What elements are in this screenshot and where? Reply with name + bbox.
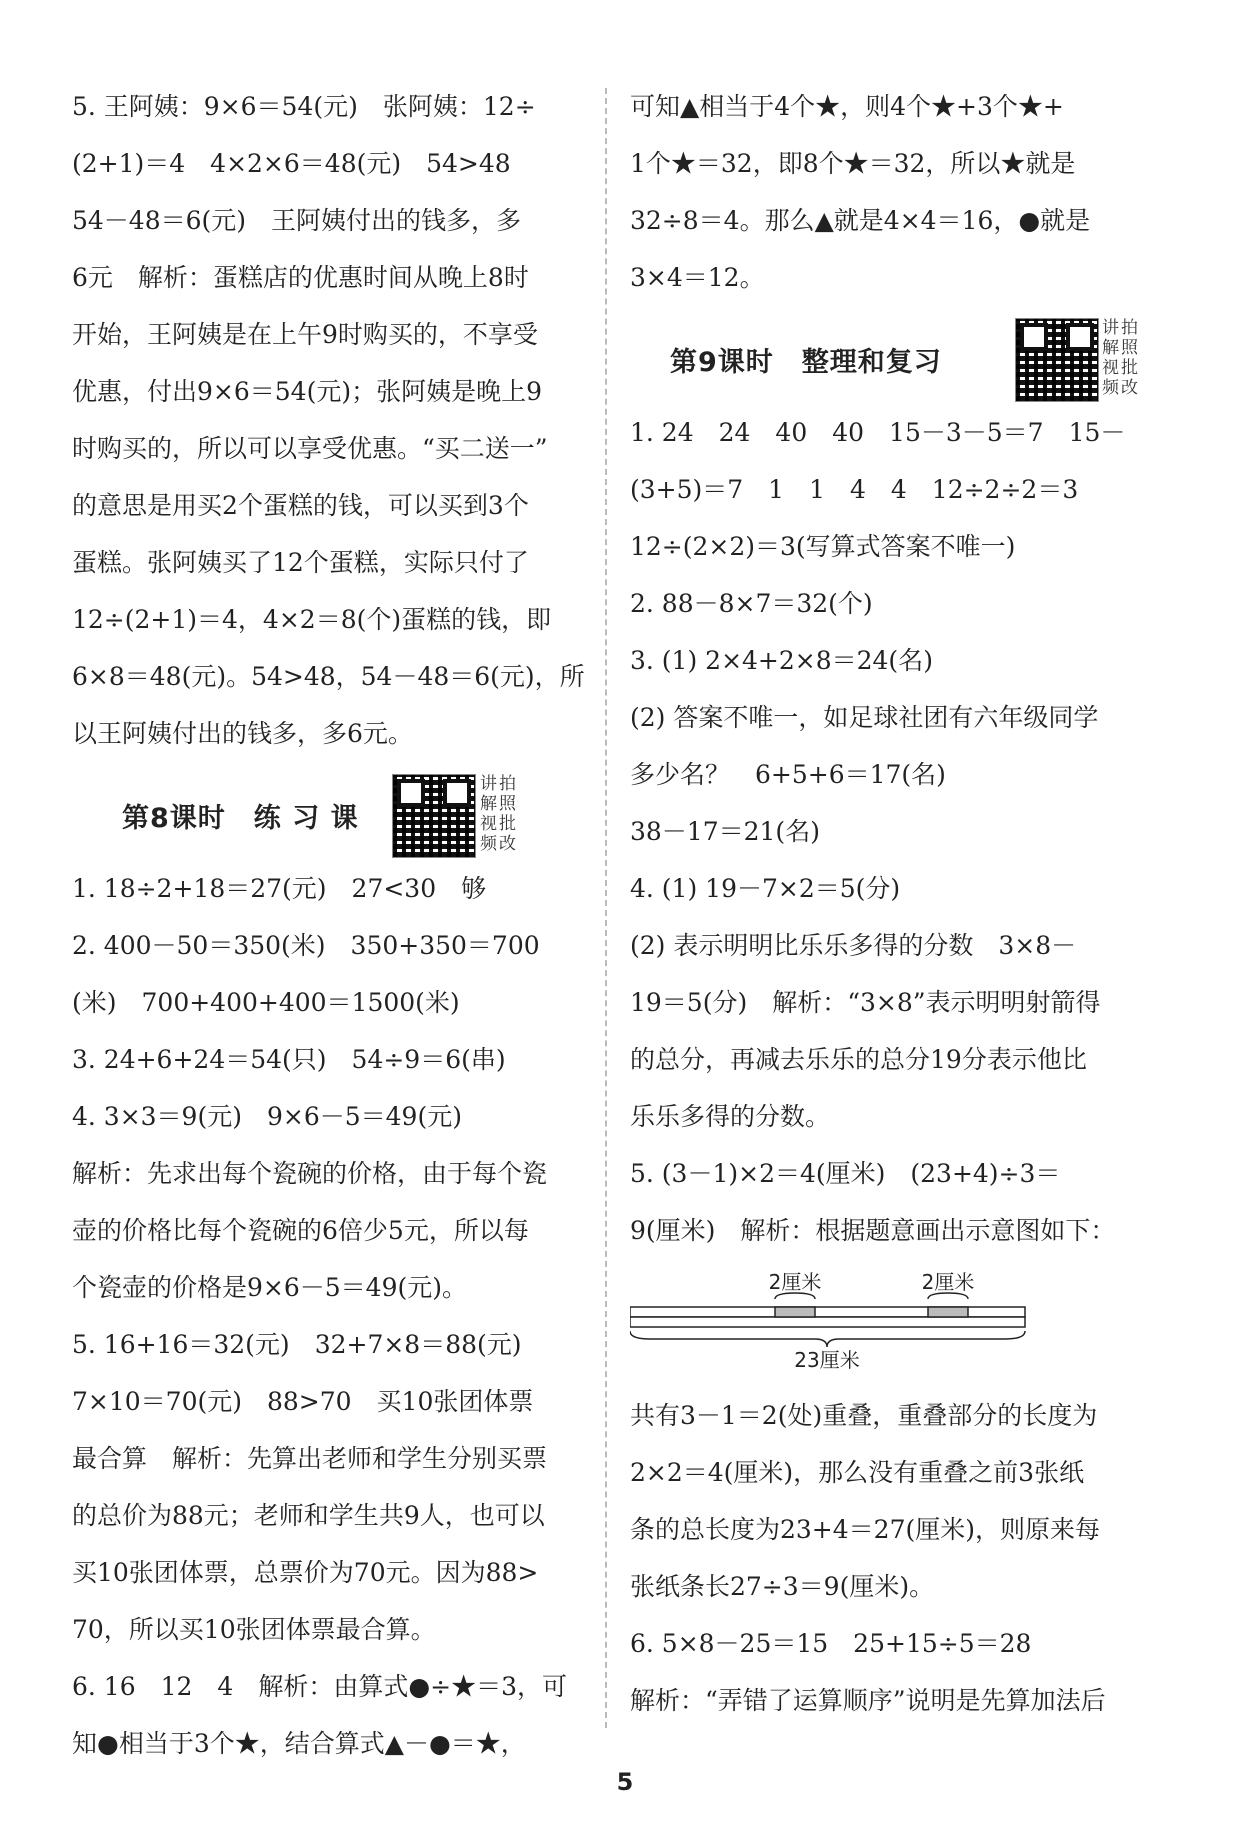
section-9-answers xyxy=(630,404,1150,1259)
text-line: 开始，王阿姨是在上午9时购买的，不享受 xyxy=(72,320,538,349)
section-8-title: 第8课时 练 习 课 xyxy=(122,803,359,834)
qr-code-icon[interactable] xyxy=(392,774,476,858)
total-brace xyxy=(630,1331,1025,1347)
column-divider xyxy=(605,88,607,1728)
text-line: 70，所以买10张团体票最合算。 xyxy=(72,1615,436,1644)
diagram-svg xyxy=(630,1263,1150,1383)
section-9-answers-continued xyxy=(630,1387,1150,1729)
text-line: 蛋糕。张阿姨买了12个蛋糕，实际只付了 xyxy=(72,548,529,577)
text-line: 6. 16 12 4 解析：由算式●÷★＝3，可 xyxy=(72,1672,567,1701)
text-line: (米) 700+400+400＝1500(米) xyxy=(72,988,460,1017)
text-line: 1. 18÷2+18＝27(元) 27<30 够 xyxy=(72,874,487,903)
text-line: 4. 3×3＝9(元) 9×6－5＝49(元) xyxy=(72,1102,462,1131)
text-line: (2) 答案不唯一，如足球社团有六年级同学 xyxy=(630,703,1099,732)
text-line: 38－17＝21(名) xyxy=(630,817,820,846)
text-line: 32÷8＝4。那么▲就是4×4＝16，●就是 xyxy=(630,206,1091,235)
text-line: 3. 24+6+24＝54(只) 54÷9＝6(串) xyxy=(72,1045,506,1074)
section-9-title: 第9课时 整理和复习 xyxy=(670,347,942,378)
text-line: 3×4＝12。 xyxy=(630,263,765,292)
qr-caption: 讲拍解照视批频改 xyxy=(1102,318,1140,398)
left-column xyxy=(72,78,592,1772)
text-line: 以王阿姨付出的钱多，多6元。 xyxy=(72,719,413,748)
text-line: 1. 24 24 40 40 15－3－5＝7 15－ xyxy=(630,418,1126,447)
text-line: 6元 解析：蛋糕店的优惠时间从晚上8时 xyxy=(72,263,529,292)
text-line: 12÷(2+1)＝4，4×2＝8(个)蛋糕的钱，即 xyxy=(72,605,552,634)
text-line: 共有3－1＝2(处)重叠，重叠部分的长度为 xyxy=(630,1401,1098,1430)
left-q5-block xyxy=(72,78,592,762)
right-column xyxy=(630,78,1150,1729)
right-continuation-block xyxy=(630,78,1150,306)
section-9-header xyxy=(630,318,1150,398)
text-line: 解析：“弄错了运算顺序”说明是先算加法后 xyxy=(630,1686,1106,1715)
text-line: 张纸条长27÷3＝9(厘米)。 xyxy=(630,1572,935,1601)
text-line: 2×2＝4(厘米)，那么没有重叠之前3张纸 xyxy=(630,1458,1085,1487)
text-line: 5. 王阿姨：9×6＝54(元) 张阿姨：12÷ xyxy=(72,92,536,121)
text-line: 的总价为88元；老师和学生共9人，也可以 xyxy=(72,1501,545,1530)
section-8-answers xyxy=(72,860,592,1772)
text-line: 54－48＝6(元) 王阿姨付出的钱多，多 xyxy=(72,206,522,235)
text-line: 2. 400－50＝350(米) 350+350＝700 xyxy=(72,931,540,960)
strip-bottom xyxy=(630,1317,1025,1327)
qr-code-icon[interactable] xyxy=(1015,318,1099,402)
overlap-left xyxy=(775,1307,815,1317)
text-line: (3+5)＝7 1 1 4 4 12÷2÷2＝3 xyxy=(630,475,1079,504)
text-line: 的总分，再减去乐乐的总分19分表示他比 xyxy=(630,1045,1087,1074)
text-line: 7×10＝70(元) 88>70 买10张团体票 xyxy=(72,1387,534,1416)
text-line: (2+1)＝4 4×2×6＝48(元) 54>48 xyxy=(72,149,511,178)
text-line: 12÷(2×2)＝3(写算式答案不唯一) xyxy=(630,532,1016,561)
text-line: 个瓷壶的价格是9×6－5＝49(元)。 xyxy=(72,1273,467,1302)
text-line: 的意思是用买2个蛋糕的钱，可以买到3个 xyxy=(72,491,529,520)
diagram-total-label: 23厘米 xyxy=(794,1348,860,1372)
text-line: 最合算 解析：先算出老师和学生分别买票 xyxy=(72,1444,548,1473)
text-line: 时购买的，所以可以享受优惠。“买二送一” xyxy=(72,434,548,463)
text-line: 条的总长度为23+4＝27(厘米)，则原来每 xyxy=(630,1515,1100,1544)
text-line: 乐乐多得的分数。 xyxy=(630,1102,831,1131)
overlap-right xyxy=(928,1307,968,1317)
text-line: 优惠，付出9×6＝54(元)；张阿姨是晚上9 xyxy=(72,377,542,406)
text-line: 5. 16+16＝32(元) 32+7×8＝88(元) xyxy=(72,1330,522,1359)
text-line: 可知▲相当于4个★，则4个★+3个★+ xyxy=(630,92,1064,121)
text-line: 6. 5×8－25＝15 25+15÷5＝28 xyxy=(630,1629,1032,1658)
text-line: 1个★＝32，即8个★＝32，所以★就是 xyxy=(630,149,1076,178)
qr-caption: 讲拍解照视批频改 xyxy=(480,774,518,854)
diagram-label-right: 2厘米 xyxy=(921,1270,975,1294)
diagram-label-left: 2厘米 xyxy=(768,1270,822,1294)
text-line: 壶的价格比每个瓷碗的6倍少5元，所以每 xyxy=(72,1216,529,1245)
text-line: 19＝5(分) 解析：“3×8”表示明明射箭得 xyxy=(630,988,1101,1017)
text-line: 知●相当于3个★，结合算式▲－●＝★， xyxy=(72,1729,526,1758)
text-line: 2. 88－8×7＝32(个) xyxy=(630,589,873,618)
strip-overlap-diagram xyxy=(630,1263,1150,1383)
text-line: 解析：先求出每个瓷碗的价格，由于每个瓷 xyxy=(72,1159,548,1188)
text-line: 4. (1) 19－7×2＝5(分) xyxy=(630,874,901,903)
text-line: 3. (1) 2×4+2×8＝24(名) xyxy=(630,646,933,675)
page-number: 5 xyxy=(616,1768,634,1796)
text-line: 9(厘米) 解析：根据题意画出示意图如下： xyxy=(630,1216,1116,1245)
section-8-header xyxy=(72,774,592,854)
text-line: 多少名？ 6+5+6＝17(名) xyxy=(630,760,946,789)
text-line: 5. (3－1)×2＝4(厘米) (23+4)÷3＝ xyxy=(630,1159,1061,1188)
text-line: 6×8＝48(元)。54>48，54－48＝6(元)，所 xyxy=(72,662,585,691)
text-line: 买10张团体票，总票价为70元。因为88> xyxy=(72,1558,539,1587)
text-line: (2) 表示明明比乐乐多得的分数 3×8－ xyxy=(630,931,1077,960)
